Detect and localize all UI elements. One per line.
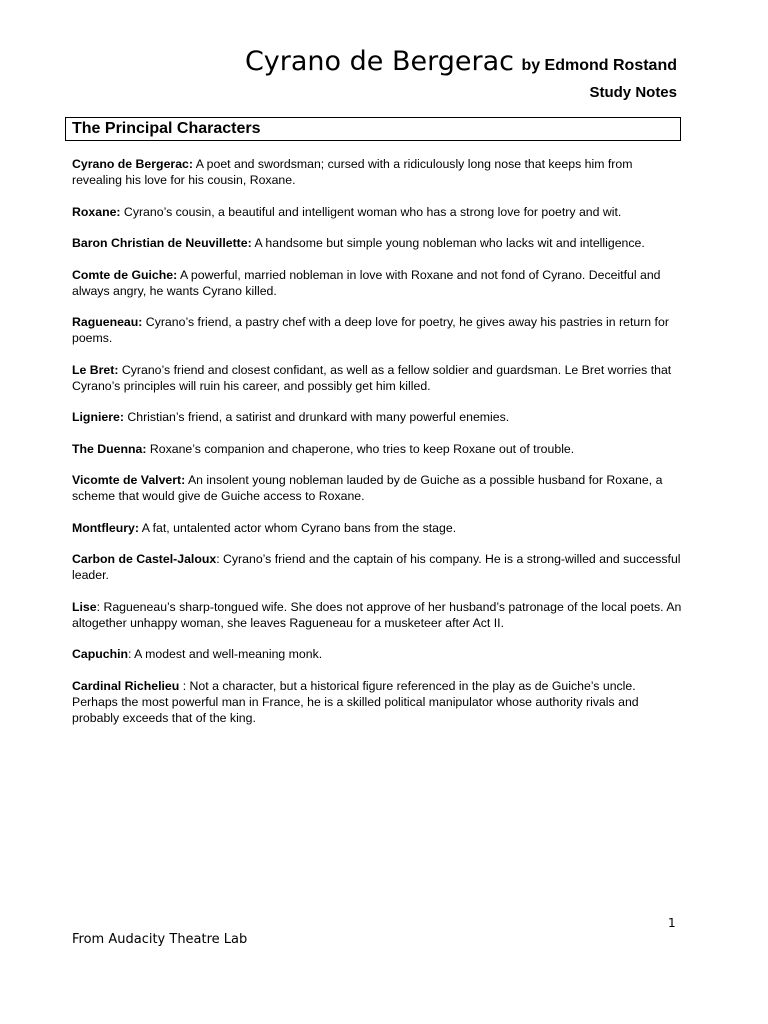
document-title: Cyrano de Bergerac xyxy=(244,46,514,77)
character-entry xyxy=(72,441,682,457)
character-name: Baron Christian de Neuvillette: xyxy=(72,236,252,250)
character-entry xyxy=(72,156,682,188)
character-entry xyxy=(72,314,682,346)
character-name: Cyrano de Bergerac: xyxy=(72,157,193,171)
character-name: The Duenna: xyxy=(72,441,147,456)
character-entry xyxy=(72,520,682,536)
section-heading-box xyxy=(65,117,681,141)
section-title: The Principal Characters xyxy=(72,120,261,137)
character-entry xyxy=(72,362,682,394)
title-line xyxy=(245,44,677,84)
character-entry xyxy=(72,235,682,251)
character-description: Roxane’s companion and chaperone, who tries to keep Roxane out of trouble. xyxy=(146,441,575,456)
character-name: Capuchin xyxy=(72,647,129,661)
document-subtitle: Study Notes xyxy=(589,84,677,101)
character-description: Cyrano’s cousin, a beautiful and intelligent woman who has a strong love for poetry and wit. xyxy=(120,204,622,219)
character-name: Carbon de Castel-Jaloux xyxy=(72,552,217,566)
character-name: Lise xyxy=(72,599,97,614)
character-entry xyxy=(72,599,682,631)
character-name: Comte de Guiche: xyxy=(72,267,178,282)
page-number: 1 xyxy=(668,916,676,930)
character-description: Cyrano’s friend and closest confidant, as well as a fellow soldier and guardsman. Le Bret worries that Cyrano’s principles will ruin his career, and possibly get him killed. xyxy=(72,362,672,393)
character-entry xyxy=(72,678,682,726)
character-description: A powerful, married nobleman in love with Roxane and not fond of Cyrano. Deceitful and always angry, he wants Cyrano killed. xyxy=(72,267,661,298)
character-entry xyxy=(72,472,682,504)
character-description: : Cyrano’s friend and the captain of his company. He is a strong-willed and successful leader. xyxy=(72,552,681,582)
character-entry xyxy=(72,551,682,583)
character-name: Roxane: xyxy=(72,204,121,219)
character-entry xyxy=(72,204,682,220)
document-header xyxy=(245,44,677,102)
character-name: Le Bret: xyxy=(72,362,119,377)
character-description: An insolent young nobleman lauded by de Guiche as a possible husband for Roxane, a scheme that would give de Guiche access to Roxane. xyxy=(72,473,663,503)
character-description: A poet and swordsman; cursed with a ridiculously long nose that keeps him from revealing his love for his cousin, Roxane. xyxy=(72,157,633,187)
author-byline: by Edmond Rostand xyxy=(521,57,677,74)
character-entry xyxy=(72,646,682,662)
character-name: Ragueneau: xyxy=(72,315,143,329)
character-description: A fat, untalented actor whom Cyrano bans from the stage. xyxy=(138,520,457,535)
character-list xyxy=(72,156,682,741)
character-description: : Ragueneau’s sharp-tongued wife. She does not approve of her husband’s patronage of the local poets. An altogether unhappy woman, she leaves Ragueneau for a musketeer after Act II. xyxy=(72,599,682,630)
character-name: Cardinal Richelieu xyxy=(72,678,180,693)
character-entry xyxy=(72,409,682,425)
footer-source: From Audacity Theatre Lab xyxy=(72,932,248,947)
character-description: : A modest and well-meaning monk. xyxy=(128,647,323,661)
character-name: Vicomte de Valvert: xyxy=(72,473,186,487)
character-name: Montfleury: xyxy=(72,520,139,535)
character-description: Cyrano’s friend, a pastry chef with a deep love for poetry, he gives away his pastries in return for poems. xyxy=(72,315,669,345)
character-name: Ligniere: xyxy=(72,410,124,424)
character-description: A handsome but simple young nobleman who lacks wit and intelligence. xyxy=(251,236,645,250)
character-description: : Not a character, but a historical figure referenced in the play as de Guiche’s uncle. Perhaps the most powerful man in France, he is a skilled political manipulator whose authority rivals and probably exceeds that of the king. xyxy=(72,678,639,725)
character-entry xyxy=(72,267,682,299)
character-description: Christian’s friend, a satirist and drunkard with many powerful enemies. xyxy=(123,410,510,424)
